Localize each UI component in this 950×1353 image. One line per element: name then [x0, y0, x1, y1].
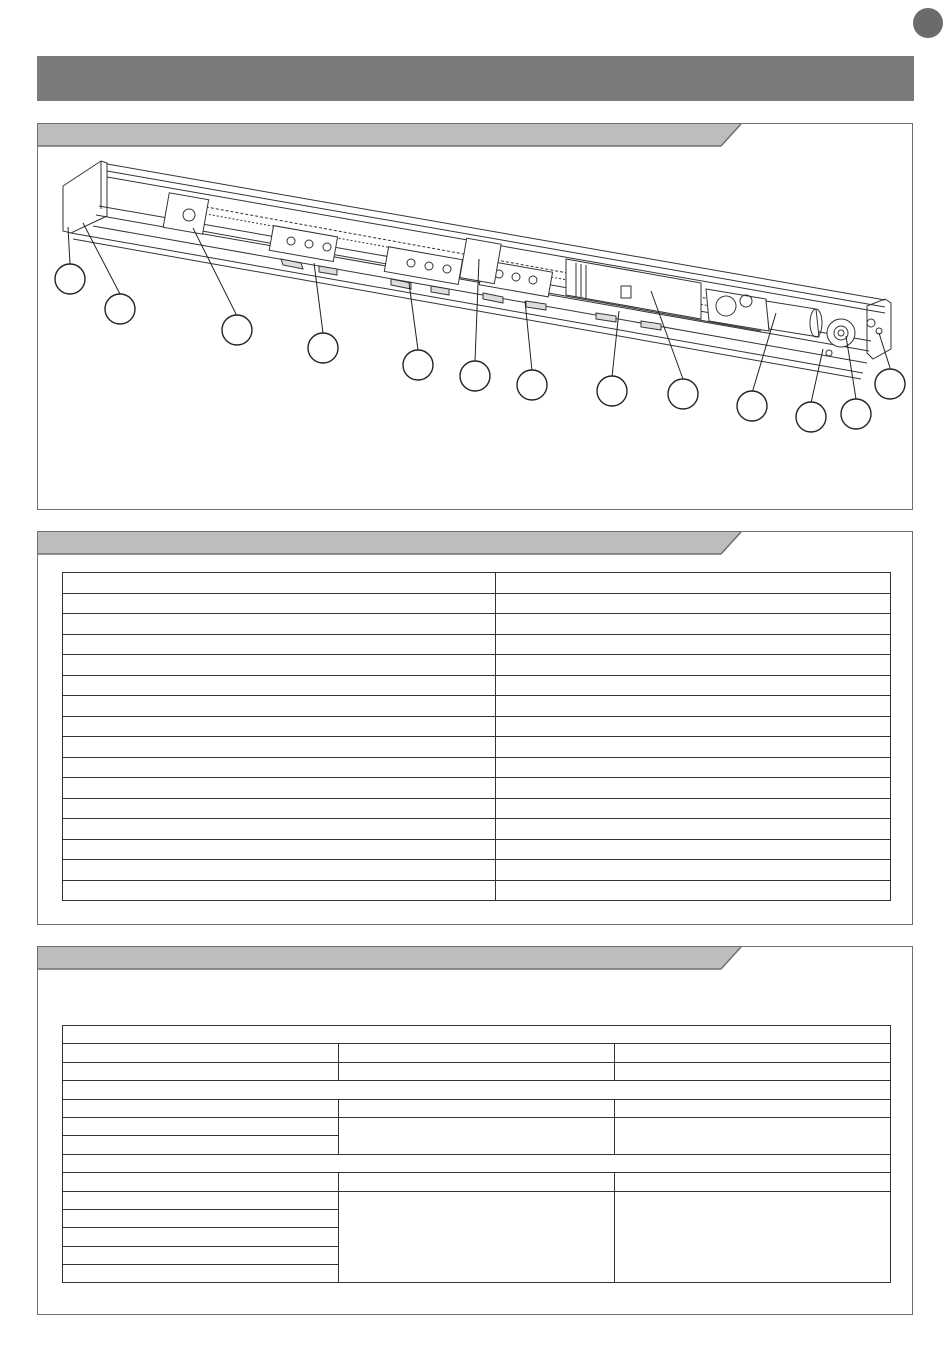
table-row	[63, 655, 891, 676]
callout-circle	[875, 369, 905, 399]
table-cell	[63, 1246, 339, 1264]
table-cell	[63, 655, 496, 676]
table-cell	[63, 1136, 339, 1154]
table-cell	[63, 839, 496, 860]
table-cell	[615, 1062, 891, 1080]
table-cell	[496, 655, 891, 676]
table-cell	[63, 737, 496, 758]
callout-circle	[841, 399, 871, 429]
page-number-dot	[913, 8, 943, 38]
table-row	[63, 696, 891, 717]
table-cell	[496, 716, 891, 737]
table-cell	[496, 634, 891, 655]
table-row	[63, 880, 891, 901]
table-cell	[339, 1191, 615, 1283]
table-cell	[496, 614, 891, 635]
table-cell	[615, 1099, 891, 1117]
table-row	[63, 778, 891, 799]
table-cell	[63, 1154, 891, 1172]
table-row	[63, 798, 891, 819]
table-cell	[496, 696, 891, 717]
table-row	[63, 737, 891, 758]
table-cell	[63, 696, 496, 717]
table-cell	[63, 634, 496, 655]
section-header-tab	[38, 532, 743, 556]
table-cell	[615, 1044, 891, 1062]
page-title-bar	[37, 56, 914, 101]
table-row	[63, 757, 891, 778]
product-description-section	[37, 123, 913, 510]
table-cell	[496, 798, 891, 819]
table-row	[63, 634, 891, 655]
table-cell	[63, 1062, 339, 1080]
table-cell	[63, 1209, 339, 1227]
configuration-section	[37, 946, 913, 1315]
table-cell	[63, 614, 496, 635]
table-cell	[496, 737, 891, 758]
table-cell	[615, 1191, 891, 1283]
table-cell	[615, 1173, 891, 1191]
table-row	[63, 1191, 891, 1209]
callout-circle	[597, 376, 627, 406]
table-cell	[496, 778, 891, 799]
table-cell	[63, 1044, 339, 1062]
automation-unit-drawing	[38, 124, 912, 509]
table-row	[63, 716, 891, 737]
table-cell	[496, 839, 891, 860]
table-cell	[63, 593, 496, 614]
callout-circle	[668, 379, 698, 409]
callout-circle	[55, 264, 85, 294]
table-row	[63, 675, 891, 696]
table-cell	[496, 675, 891, 696]
table-cell	[63, 1099, 339, 1117]
table-row	[63, 1154, 891, 1172]
specs-table	[62, 572, 891, 901]
table-cell	[63, 880, 496, 901]
table-cell	[496, 573, 891, 594]
table-cell	[496, 757, 891, 778]
table-cell	[615, 1117, 891, 1154]
table-cell	[63, 1228, 339, 1246]
callout-circle	[222, 315, 252, 345]
configuration-table	[62, 1025, 891, 1283]
table-cell	[63, 819, 496, 840]
table-cell	[63, 798, 496, 819]
table-row	[63, 573, 891, 594]
table-cell	[63, 1026, 891, 1044]
table-cell	[63, 778, 496, 799]
section-header-tab	[38, 947, 743, 971]
table-cell	[63, 1081, 891, 1099]
table-cell	[496, 860, 891, 881]
callout-circle	[308, 333, 338, 363]
table-cell	[496, 593, 891, 614]
table-row	[63, 614, 891, 635]
table-row	[63, 593, 891, 614]
table-cell	[63, 573, 496, 594]
technical-specs-section	[37, 531, 913, 925]
table-cell	[339, 1062, 615, 1080]
table-row	[63, 1081, 891, 1099]
table-row	[63, 1044, 891, 1062]
table-row	[63, 1099, 891, 1117]
table-row	[63, 1062, 891, 1080]
table-cell	[496, 880, 891, 901]
callout-circle	[737, 391, 767, 421]
table-cell	[63, 860, 496, 881]
table-cell	[339, 1044, 615, 1062]
table-cell	[63, 1117, 339, 1135]
table-cell	[63, 675, 496, 696]
table-cell	[63, 1173, 339, 1191]
table-row	[63, 819, 891, 840]
table-cell	[339, 1117, 615, 1154]
table-cell	[63, 1191, 339, 1209]
table-row	[63, 860, 891, 881]
table-row	[63, 839, 891, 860]
table-cell	[63, 757, 496, 778]
callout-circle	[796, 402, 826, 432]
table-cell	[339, 1173, 615, 1191]
table-row	[63, 1173, 891, 1191]
callout-circle	[460, 361, 490, 391]
table-row	[63, 1117, 891, 1135]
table-cell	[63, 716, 496, 737]
callout-circle	[403, 350, 433, 380]
table-row	[63, 1026, 891, 1044]
callout-circle	[517, 370, 547, 400]
table-cell	[496, 819, 891, 840]
table-cell	[63, 1265, 339, 1283]
table-cell	[339, 1099, 615, 1117]
callout-circle	[105, 294, 135, 324]
